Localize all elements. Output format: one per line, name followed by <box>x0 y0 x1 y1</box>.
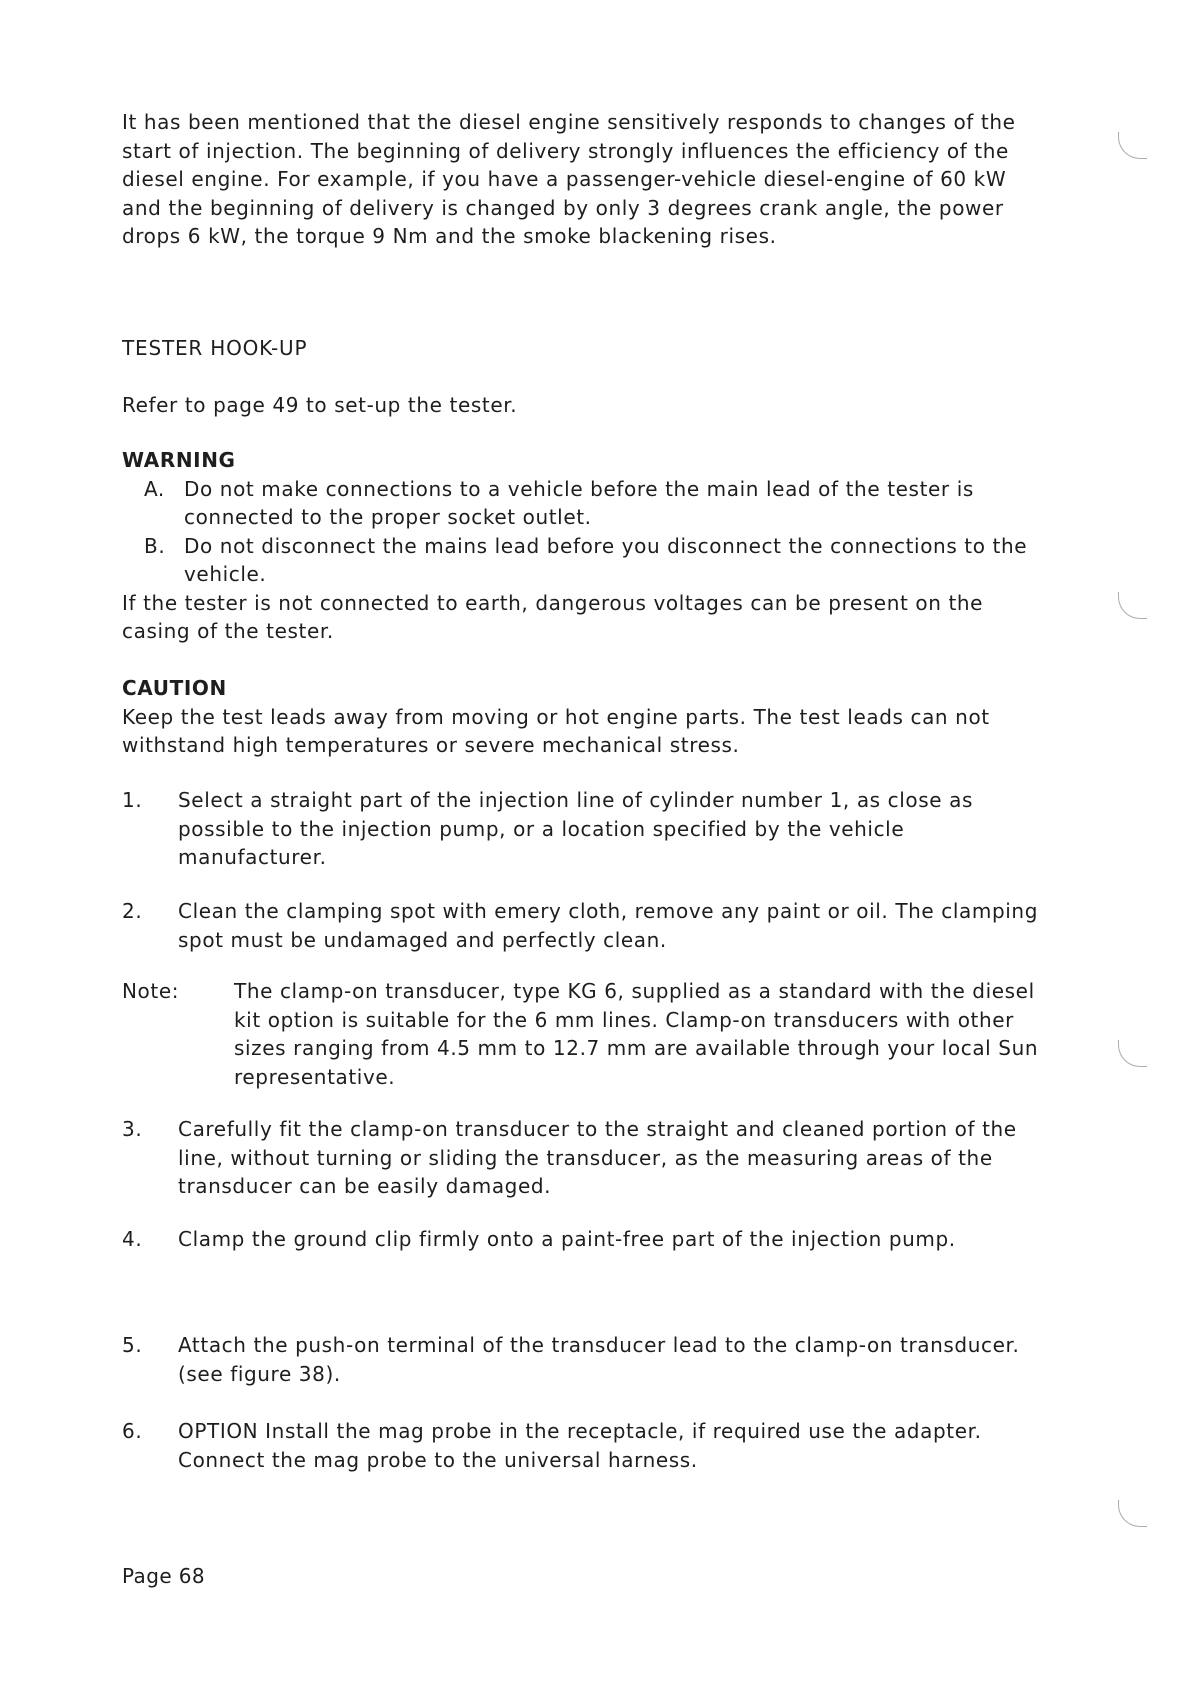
section-title: TESTER HOOK-UP <box>122 336 308 360</box>
step-2 <box>122 897 1042 954</box>
binder-hole-mark-icon <box>1118 592 1147 619</box>
step-marker: 2. <box>122 899 143 923</box>
warning-item <box>122 532 1042 589</box>
step-marker: 1. <box>122 788 143 812</box>
caution-title: CAUTION <box>122 676 227 700</box>
step-text: OPTION Install the mag probe in the receptacle, if required use the adapter. Connect the mag probe to the universal harness. <box>178 1419 982 1472</box>
warning-item-marker: A. <box>144 476 165 501</box>
step-1 <box>122 786 1042 872</box>
step-marker: 3. <box>122 1117 143 1141</box>
caution-section <box>122 674 1042 760</box>
step-6 <box>122 1417 1042 1474</box>
step-marker: 6. <box>122 1419 143 1443</box>
step-text: Clean the clamping spot with emery cloth, remove any paint or oil. The clamping spot must be undamaged and perfectly clean. <box>178 899 1038 952</box>
step-4 <box>122 1225 1042 1254</box>
refer-paragraph: Refer to page 49 to set-up the tester. <box>122 393 518 417</box>
step-marker: 5. <box>122 1333 143 1357</box>
caution-text: Keep the test leads away from moving or hot engine parts. The test leads can not withstand high temperatures or severe mechanical stress. <box>122 704 990 757</box>
page-number: Page 68 <box>122 1564 206 1588</box>
step-3 <box>122 1115 1042 1201</box>
intro-paragraph: It has been mentioned that the diesel engine sensitively responds to changes of the start of injection. The beginning of delivery strongly influences the efficiency of the diesel engine. For example, if you have a passenger-vehicle diesel-engine of 60 kW and the beginning of delivery is changed by only 3 degrees crank angle, the power drops 6 kW, the torque 9 Nm and the smoke blackening rises. <box>122 110 1016 248</box>
binder-hole-mark-icon <box>1118 1040 1147 1067</box>
step-text: Clamp the ground clip firmly onto a paint-free part of the injection pump. <box>178 1227 956 1251</box>
document-page <box>122 0 1042 1683</box>
step-text: Select a straight part of the injection line of cylinder number 1, as close as possible to the injection pump, or a location specified by the vehicle manufacturer. <box>178 788 974 869</box>
step-text: Attach the push-on terminal of the transducer lead to the clamp-on transducer. (see figure 38). <box>178 1333 1020 1386</box>
binder-hole-mark-icon <box>1118 1500 1147 1527</box>
warning-section <box>122 446 1042 646</box>
binder-hole-mark-icon <box>1118 132 1147 159</box>
step-text: Carefully fit the clamp-on transducer to the straight and cleaned portion of the line, without turning or sliding the transducer, as the measuring areas of the transducer can be easily damaged. <box>178 1117 1017 1198</box>
warning-item-text: Do not disconnect the mains lead before you disconnect the connections to the vehicle. <box>184 533 1028 586</box>
warning-item <box>122 475 1042 532</box>
note-text: The clamp-on transducer, type KG 6, supplied as a standard with the diesel kit option is suitable for the 6 mm lines. Clamp-on transducers with other sizes ranging from 4.5 mm to 12.7 mm are available through your local Sun representative. <box>234 979 1039 1089</box>
step-5 <box>122 1331 1042 1388</box>
warning-footer: If the tester is not connected to earth, dangerous voltages can be present on the casing of the tester. <box>122 590 984 643</box>
warning-item-text: Do not make connections to a vehicle before the main lead of the tester is connected to the proper socket outlet. <box>184 476 974 529</box>
step-marker: 4. <box>122 1227 143 1251</box>
note-label: Note: <box>122 979 180 1003</box>
note <box>122 977 1042 1091</box>
warning-title: WARNING <box>122 448 236 472</box>
warning-item-marker: B. <box>144 533 166 558</box>
